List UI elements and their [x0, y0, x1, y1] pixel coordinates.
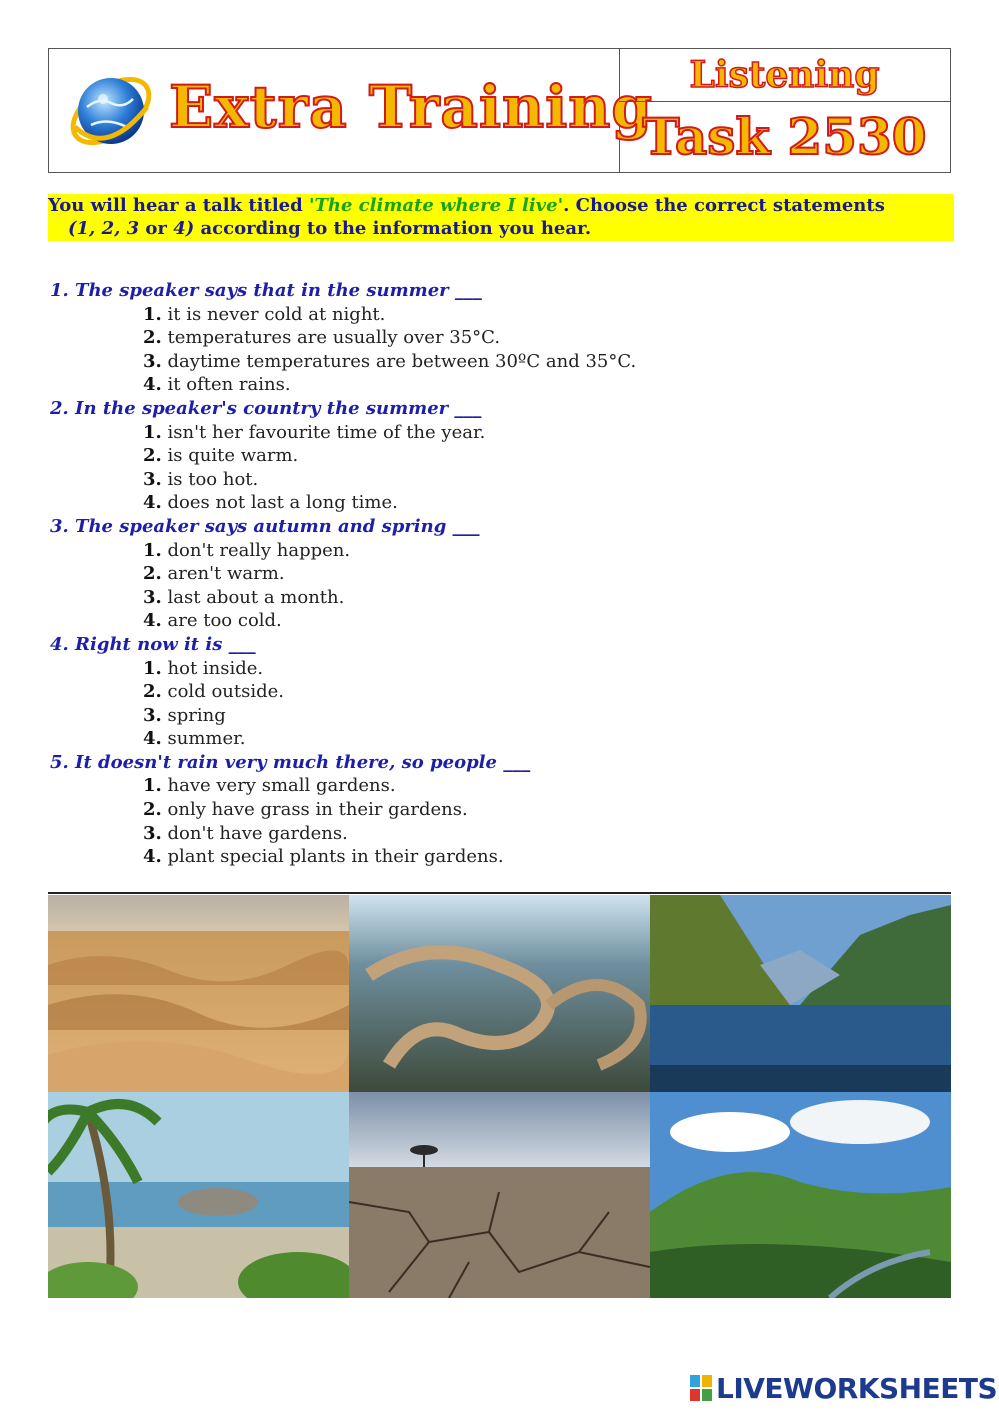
- talk-title: 'The climate where I live': [308, 195, 564, 216]
- brand-title: Extra Training: [169, 73, 653, 141]
- option-text: daytime temperatures are between 30ºC and 35°C.: [161, 350, 637, 372]
- option-5-3[interactable]: [50, 822, 930, 846]
- option-3-4[interactable]: [50, 609, 930, 633]
- option-text: cold outside.: [161, 681, 284, 703]
- instruction-numbers: 4): [173, 218, 195, 239]
- river-aerial-image: [349, 895, 650, 1092]
- option-1-3[interactable]: [50, 350, 930, 374]
- option-number: 1.: [143, 657, 162, 679]
- option-number: 4.: [143, 374, 162, 396]
- divider-line: [48, 892, 951, 894]
- option-number: 3.: [143, 704, 162, 726]
- tropical-beach-image: [48, 1092, 349, 1298]
- header-brand-cell: [49, 49, 653, 172]
- section-label: Listening: [689, 54, 880, 96]
- option-1-2[interactable]: [50, 326, 930, 350]
- instruction-text: or: [139, 218, 174, 239]
- question-4: 4. Right now it is ___: [50, 633, 256, 655]
- option-5-2[interactable]: [50, 798, 930, 822]
- task-number: Task 2530: [642, 107, 927, 166]
- option-text: is quite warm.: [161, 445, 299, 467]
- option-number: 2.: [143, 327, 162, 349]
- option-5-1[interactable]: [50, 774, 930, 798]
- option-text: have very small gardens.: [161, 775, 396, 797]
- option-number: 2.: [143, 563, 162, 585]
- globe-logo-icon: [67, 67, 155, 155]
- option-text: isn't her favourite time of the year.: [161, 421, 486, 443]
- option-2-1[interactable]: [50, 421, 930, 445]
- option-text: don't have gardens.: [161, 822, 348, 844]
- option-text: does not last a long time.: [161, 492, 398, 514]
- option-text: last about a month.: [161, 586, 345, 608]
- option-4-4[interactable]: [50, 727, 930, 751]
- option-number: 4.: [143, 846, 162, 868]
- question-2: 2. In the speaker's country the summer ___: [50, 397, 482, 419]
- instruction-text: . Choose the correct statements: [563, 195, 885, 216]
- option-text: plant special plants in their gardens.: [161, 846, 504, 868]
- option-3-2[interactable]: [50, 562, 930, 586]
- option-number: 1.: [143, 421, 162, 443]
- option-2-3[interactable]: [50, 468, 930, 492]
- instruction-text: according to the information you hear.: [194, 218, 592, 239]
- option-text: summer.: [161, 728, 246, 750]
- option-2-2[interactable]: [50, 444, 930, 468]
- option-number: 1.: [143, 775, 162, 797]
- option-number: 3.: [143, 468, 162, 490]
- question-1: 1. The speaker says that in the summer ___: [50, 280, 482, 301]
- option-text: don't really happen.: [161, 539, 351, 561]
- option-number: 2.: [143, 799, 162, 821]
- instruction-text: You will hear a talk titled: [48, 195, 309, 216]
- option-number: 4.: [143, 492, 162, 514]
- instruction-numbers: (1, 2, 3: [68, 218, 140, 239]
- mountain-lake-image: [650, 895, 951, 1092]
- option-3-3[interactable]: [50, 586, 930, 610]
- option-number: 2.: [143, 681, 162, 703]
- option-3-1[interactable]: [50, 539, 930, 563]
- question-list: [50, 279, 930, 869]
- option-text: spring: [161, 704, 226, 726]
- option-text: are too cold.: [161, 610, 282, 632]
- option-number: 3.: [143, 350, 162, 372]
- option-text: it often rains.: [161, 374, 291, 396]
- liveworksheets-logo-icon: [690, 1375, 712, 1401]
- option-number: 2.: [143, 445, 162, 467]
- option-number: 4.: [143, 728, 162, 750]
- option-5-4[interactable]: [50, 845, 930, 869]
- option-4-2[interactable]: [50, 680, 930, 704]
- section-cell: [619, 49, 950, 102]
- instruction-box: [48, 194, 954, 241]
- climate-photo-collage: [48, 895, 951, 1298]
- option-number: 3.: [143, 586, 162, 608]
- option-text: temperatures are usually over 35°C.: [161, 327, 501, 349]
- option-2-4[interactable]: [50, 491, 930, 515]
- footer-brand: LIVEWORKSHEETS: [716, 1372, 998, 1405]
- green-hills-image: [650, 1092, 951, 1298]
- option-1-1[interactable]: [50, 303, 930, 327]
- option-text: hot inside.: [161, 657, 264, 679]
- task-cell: [619, 101, 950, 172]
- option-number: 1.: [143, 539, 162, 561]
- option-4-3[interactable]: [50, 704, 930, 728]
- question-3: 3. The speaker says autumn and spring ___: [50, 515, 480, 537]
- worksheet-header: [48, 48, 951, 173]
- cracked-earth-image: [349, 1092, 650, 1298]
- option-text: aren't warm.: [161, 563, 285, 585]
- option-text: only have grass in their gardens.: [161, 799, 468, 821]
- option-number: 3.: [143, 822, 162, 844]
- option-text: is too hot.: [161, 468, 259, 490]
- option-1-4[interactable]: [50, 373, 930, 397]
- question-5: 5. It doesn't rain very much there, so people ___: [50, 751, 531, 773]
- option-number: 1.: [143, 303, 162, 325]
- option-4-1[interactable]: [50, 657, 930, 681]
- liveworksheets-footer: [690, 1372, 997, 1405]
- option-text: it is never cold at night.: [161, 303, 386, 325]
- option-number: 4.: [143, 610, 162, 632]
- desert-dunes-image: [48, 895, 349, 1092]
